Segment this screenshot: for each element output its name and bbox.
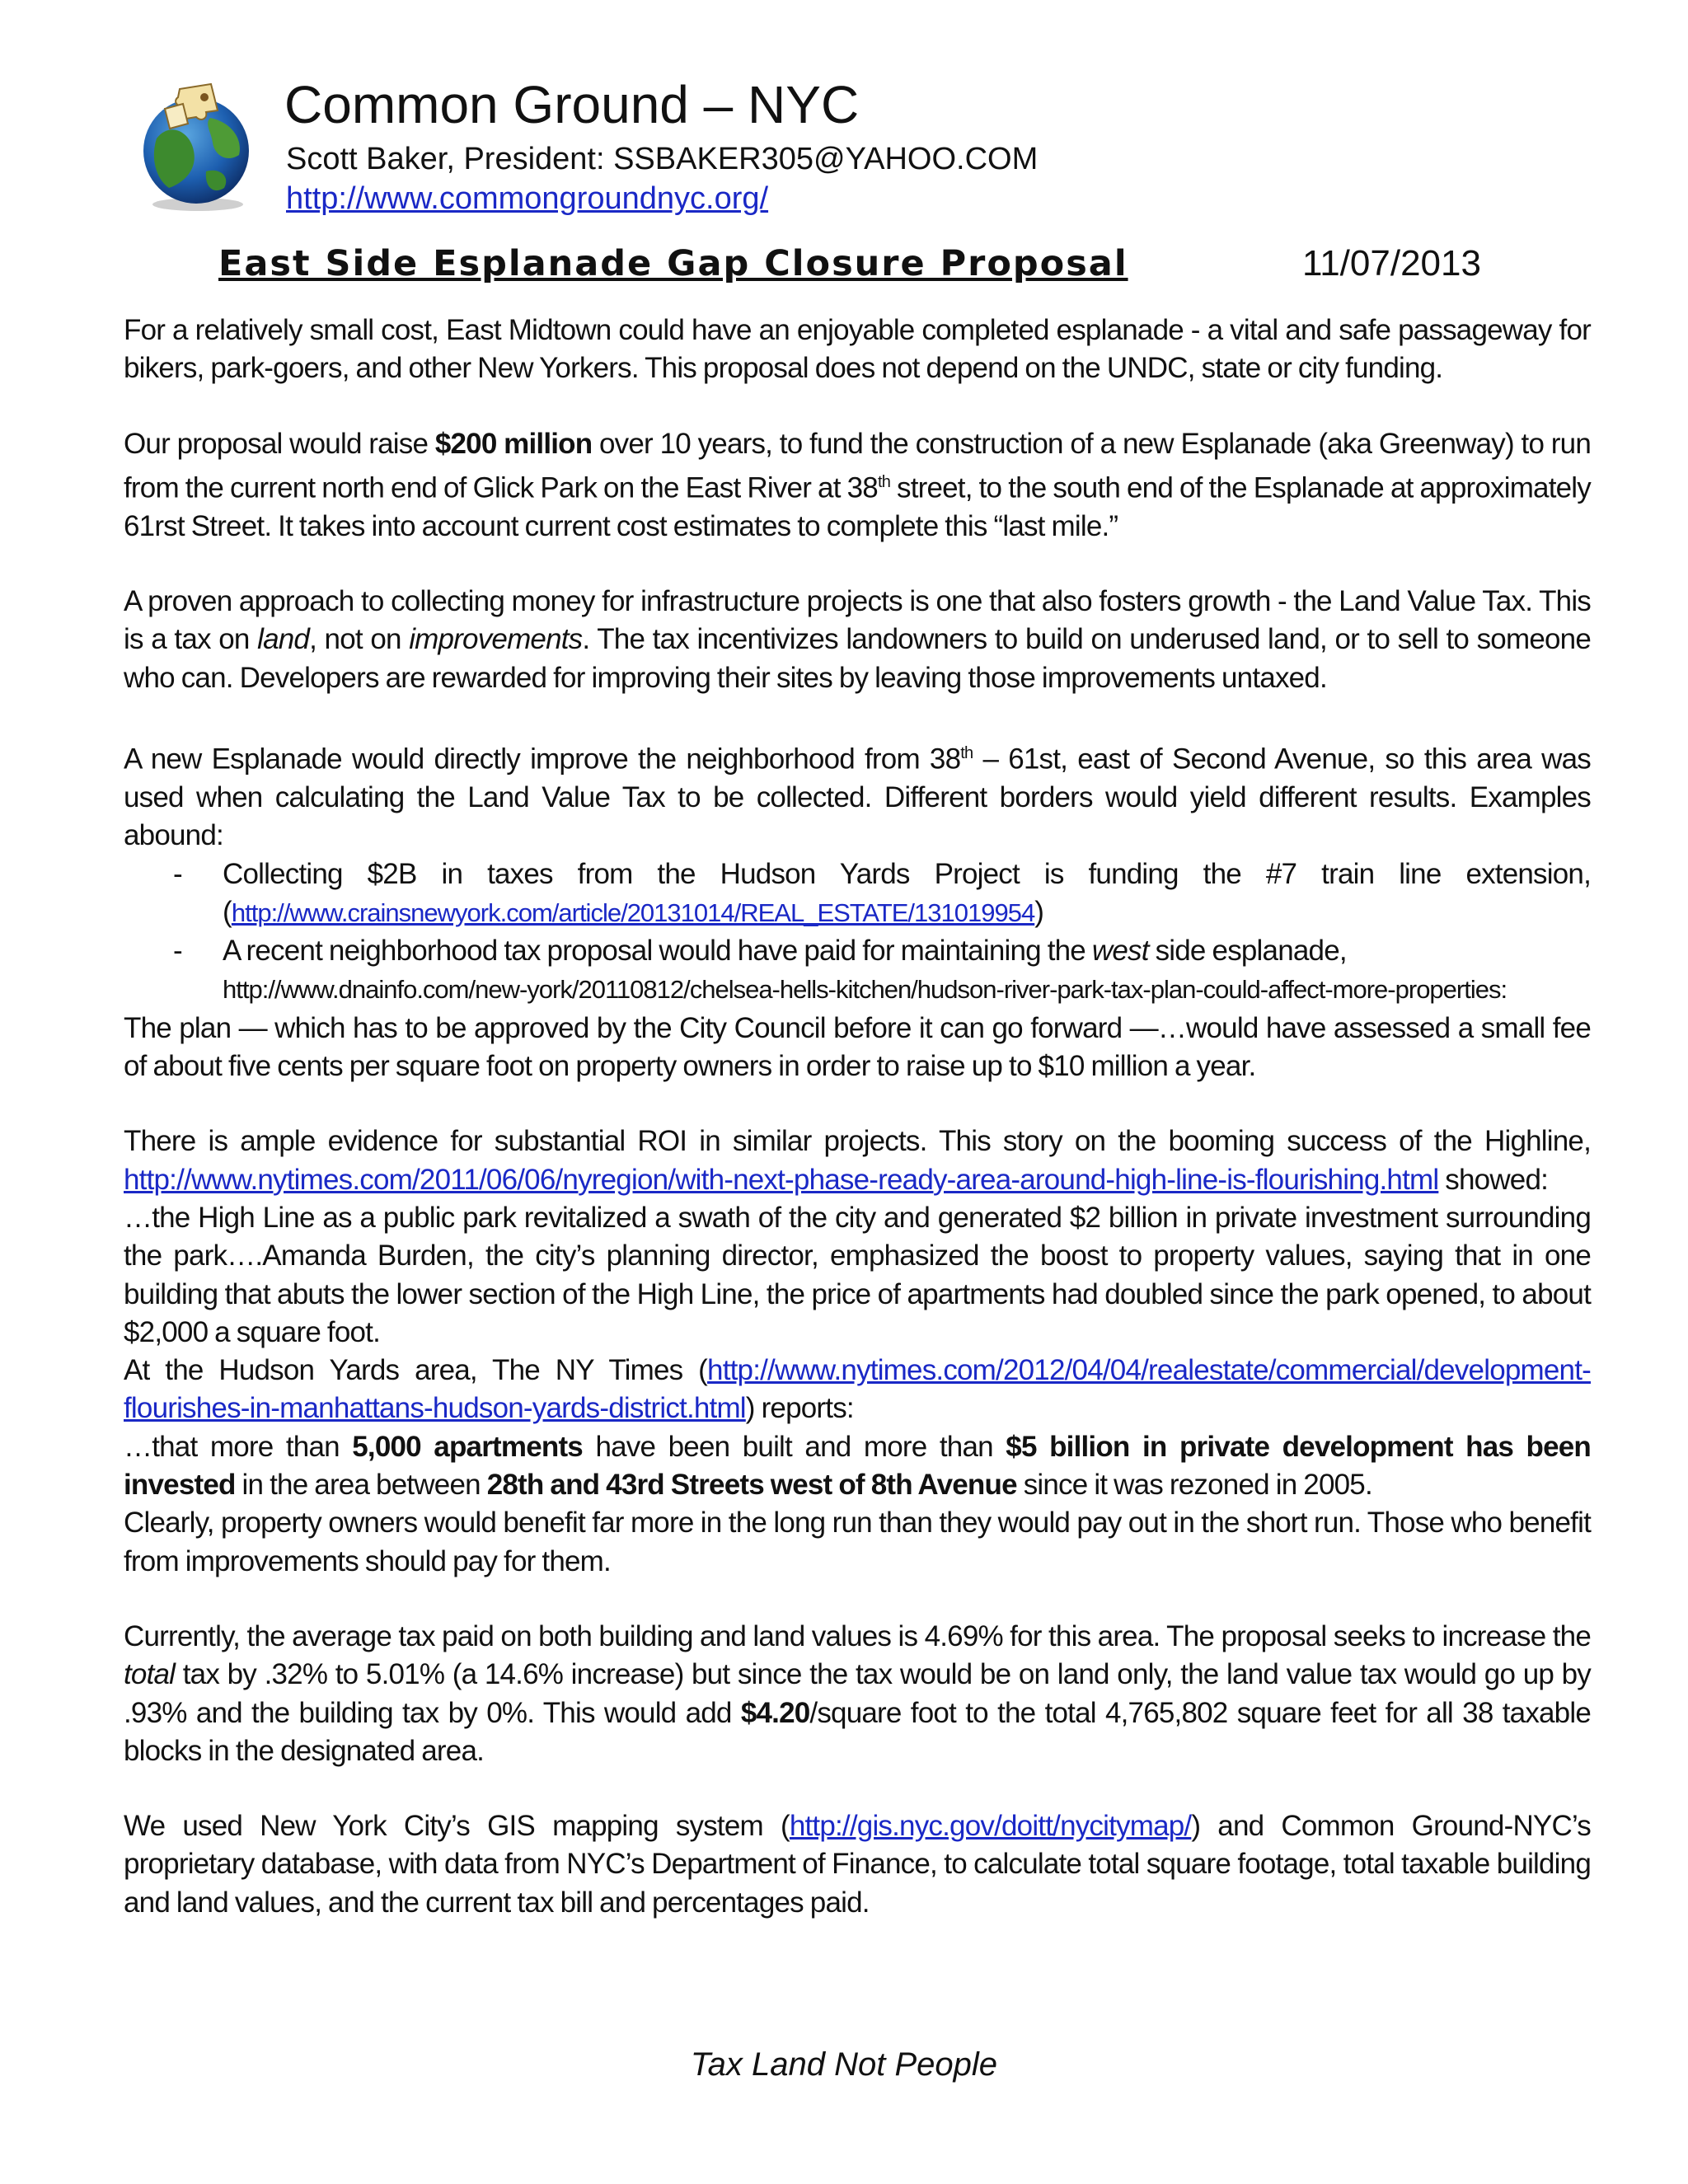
organization-url-link[interactable]: http://www.commongroundnyc.org/ [286, 181, 769, 216]
bullet-item-west-side: - A recent neighborhood tax proposal would have paid for maintaining the west side esplanade, http://www.dnainfo.com/new-york/20110812/chelsea-hells-kitchen/hudson-river-park-tax-plan-could-affect-more-properties: [173, 932, 1591, 1010]
document-body [124, 312, 1591, 1922]
bullet-item-hudson-yards: - Collecting $2B in taxes from the Hudson Yards Project is funding the #7 train line extension, (http://www.crainsnewyork.com/article/20131014/REAL_ESTATE/131019954) [173, 855, 1591, 933]
paragraph-benefit: Clearly, property owners would benefit far more in the long run than they would pay out in the short run. Those who benefit from improvements should pay for them. [124, 1507, 1591, 1577]
globe-logo-icon [132, 73, 264, 213]
letterhead [132, 73, 1615, 221]
paragraph-proposal: Our proposal would raise $200 million over 10 years, to fund the construction of a new Esplanade (aka Greenway) to run from the current north end of Glick Park on the East River at 38th street, to the south end of the Esplanade at approximately 61rst Street. It takes into account current cost estimates to complete this “last mile.” [124, 427, 1591, 542]
paragraph-land-value-tax: A proven approach to collecting money for infrastructure projects is one that also fosters growth - the Land Value Tax. This is a tax on land, not on improvements. The tax incentivizes landowners to build on underused land, or to sell to someone who can. Developers are rewarded for improving their sites by leaving those improvements untaxed. [124, 585, 1591, 694]
block-quote-plan: The plan — which has to be approved by the City Council before it can go forward —…would have assessed a small fee of about five cents per square foot on property owners in order to raise up to $10 million a year. [124, 1011, 1591, 1083]
organization-name: Common Ground – NYC [284, 75, 860, 134]
dnainfo-url: http://www.dnainfo.com/new-york/20110812/chelsea-hells-kitchen/hudson-river-park-tax-plan-could-affect-more-properties: [223, 975, 1507, 1005]
nytimes-hudson-yards-link[interactable]: http://www.nytimes.com/2012/04/04/realestate/commercial/development-flourishes-in-manhattans-hudson-yards-district.html [124, 1354, 1591, 1425]
crains-article-link[interactable]: http://www.crainsnewyork.com/article/20131014/REAL_ESTATE/131019954 [231, 898, 1035, 927]
nyc-gis-link[interactable]: http://gis.nyc.gov/doitt/nycitymap/ [789, 1810, 1192, 1843]
paragraph-tax-rates: Currently, the average tax paid on both building and land values is 4.69% for this area. The proposal seeks to increase the total tax by .32% to 5.01% (a 14.6% increase) but since the tax would be on land only, the land value tax would go up by .93% and the building tax by 0%. This would add $4.20/square foot to the total 4,765,802 square feet for all 38 taxable blocks in the designated area. [124, 1619, 1591, 1767]
paragraph-intro: For a relatively small cost, East Midtown could have an enjoyable completed esplanade - a vital and safe passageway for bikers, park-goers, and other New Yorkers. This proposal does not depend on the UNDC, state or city funding. [124, 314, 1591, 385]
document-title: East Side Esplanade Gap Closure Proposal [218, 243, 1128, 284]
document-date: 11/07/2013 [1302, 243, 1481, 284]
title-row [218, 241, 1504, 290]
block-quote-highline: …the High Line as a public park revitalized a swath of the city and generated $2 billion in private investment surrounding the park….Amanda Burden, the city’s planning director, emphasized the boost to property values, saying that in one building that abuts the lower section of the High Line, the price of apartments had doubled since the park opened, to about $2,000 a square foot. [124, 1201, 1591, 1348]
contact-line: Scott Baker, President: SSBAKER305@YAHOO.COM [286, 142, 1039, 176]
paragraph-neighborhood: A new Esplanade would directly improve the neighborhood from 38th – 61st, east of Second Avenue, so this area was used when calculating the Land Value Tax to be collected. Different borders would yield different results. Examples abound: [124, 743, 1591, 852]
paragraph-hudson-yards: At the Hudson Yards area, The NY Times (http://www.nytimes.com/2012/04/04/realestate/commercial/development-flourishes-in-manhattans-hudson-yards-district.html) reports: [124, 1354, 1591, 1425]
bullet-dash: - [173, 857, 182, 890]
nytimes-highline-link[interactable]: http://www.nytimes.com/2011/06/06/nyregion/with-next-phase-ready-area-around-high-line-is-flourishing.html [124, 1163, 1439, 1196]
block-quote-hudson-yards: …that more than 5,000 apartments have been built and more than $5 billion in private development has been invested in the area between 28th and 43rd Streets west of 8th Avenue since it was rezoned in 2005. [124, 1430, 1592, 1502]
paragraph-roi: There is ample evidence for substantial ROI in similar projects. This story on the booming success of the Highline, http://www.nytimes.com/2011/06/06/nyregion/with-next-phase-ready-area-around-high-line-is-flourishing.html showed: [124, 1125, 1591, 1196]
paragraph-methodology: We used New York City’s GIS mapping system (http://gis.nyc.gov/doitt/nycitymap/) and Common Ground-NYC’s proprietary database, with data from NYC’s Department of Finance, to calculate total square footage, total taxable building and land values, and the current tax bill and percentages paid. [124, 1810, 1591, 1919]
footer-tagline: Tax Land Not People [690, 2046, 998, 2083]
bullet-dash: - [173, 935, 182, 968]
